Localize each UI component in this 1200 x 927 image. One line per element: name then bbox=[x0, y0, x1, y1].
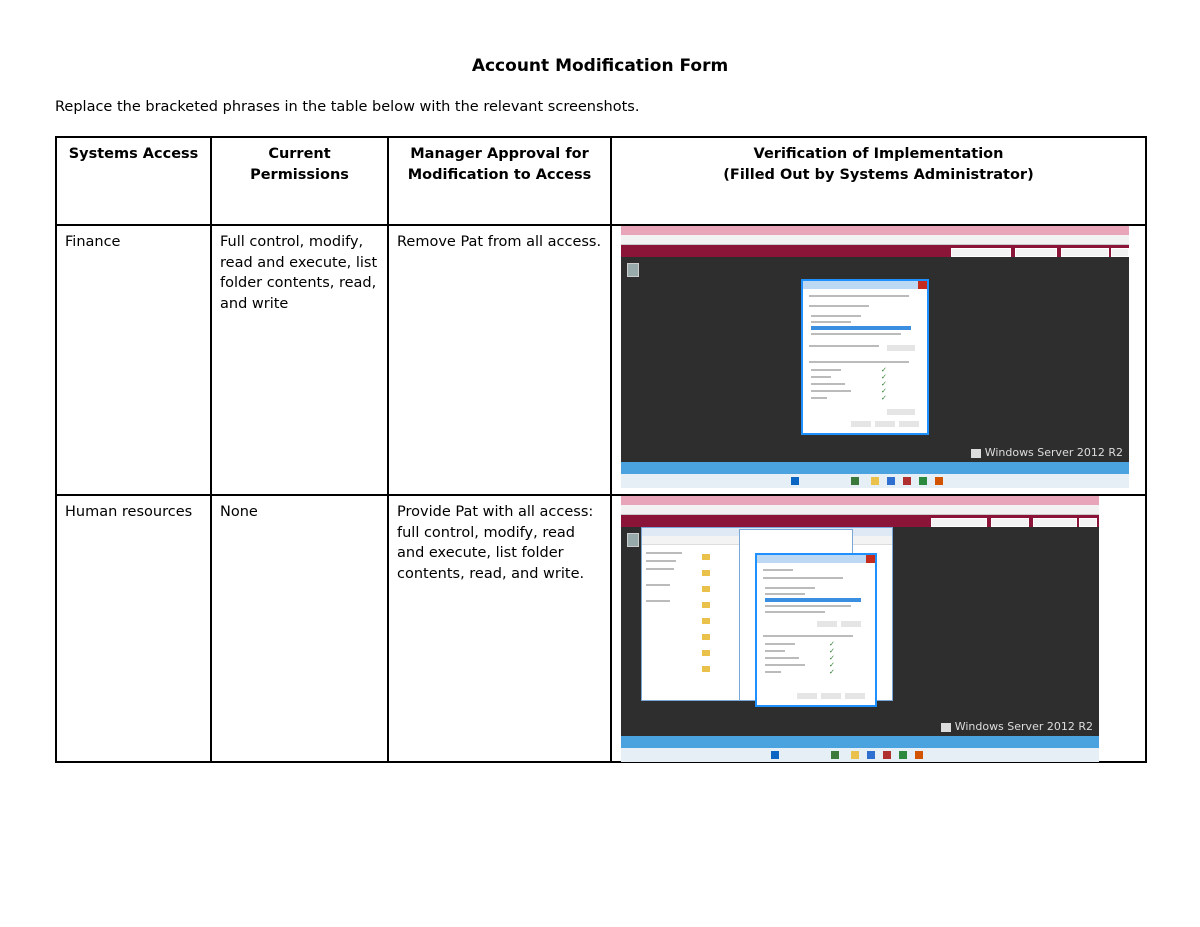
header-systems-access: Systems Access bbox=[56, 137, 211, 225]
row-verification bbox=[611, 225, 1146, 495]
security-properties-dialog: ✓ ✓ ✓ ✓ ✓ bbox=[801, 279, 929, 435]
browser-address-bar bbox=[621, 505, 1099, 515]
browser-tab-bar bbox=[621, 226, 1129, 235]
browser-tab-bar bbox=[621, 496, 1099, 505]
header-verification-line1: Verification of Implementation bbox=[753, 146, 1004, 162]
browser-address-bar bbox=[621, 235, 1129, 245]
header-manager-approval-line1: Manager Approval for bbox=[410, 146, 589, 162]
header-verification bbox=[611, 137, 1146, 225]
windows-server-watermark: Windows Server 2012 R2 bbox=[971, 443, 1123, 464]
windows-server-watermark: Windows Server 2012 R2 bbox=[941, 717, 1093, 738]
server-taskbar bbox=[621, 736, 1099, 748]
windows-logo-icon bbox=[941, 723, 951, 732]
close-icon bbox=[866, 555, 875, 563]
row-verification bbox=[611, 495, 1146, 762]
row-permissions: None bbox=[211, 495, 388, 762]
row-permissions: Full control, modify, read and execute, list folder contents, read, and write bbox=[211, 225, 388, 495]
table-row bbox=[56, 225, 1146, 495]
account-modification-table bbox=[55, 136, 1147, 763]
row-approval: Provide Pat with all access: full control, modify, read and execute, list folder contents, read, and write. bbox=[388, 495, 611, 762]
server-taskbar bbox=[621, 462, 1129, 474]
row-approval: Remove Pat from all access. bbox=[388, 225, 611, 495]
row-system: Finance bbox=[56, 225, 211, 495]
verification-screenshot bbox=[621, 496, 1099, 762]
header-current-permissions: Current Permissions bbox=[211, 137, 388, 225]
recycle-bin-icon bbox=[627, 263, 639, 277]
header-verification-line2: (Filled Out by Systems Administrator) bbox=[723, 166, 1034, 183]
table-header-row bbox=[56, 137, 1146, 225]
host-taskbar bbox=[621, 748, 1099, 762]
close-icon bbox=[918, 281, 927, 289]
header-manager-approval-line2: Modification to Access bbox=[407, 166, 592, 183]
permissions-dialog: ✓ ✓ ✓ ✓ ✓ bbox=[755, 553, 877, 707]
header-manager-approval bbox=[388, 137, 611, 225]
host-taskbar bbox=[621, 474, 1129, 488]
table-row bbox=[56, 495, 1146, 762]
remote-desktop bbox=[621, 527, 1099, 736]
recycle-bin-icon bbox=[627, 533, 639, 547]
row-system: Human resources bbox=[56, 495, 211, 762]
remote-desktop bbox=[621, 257, 1129, 462]
document-title: Account Modification Form bbox=[471, 56, 729, 76]
instructions-text: Replace the bracketed phrases in the table below with the relevant screenshots. bbox=[55, 99, 640, 115]
verification-screenshot bbox=[621, 226, 1129, 488]
windows-logo-icon bbox=[971, 449, 981, 458]
